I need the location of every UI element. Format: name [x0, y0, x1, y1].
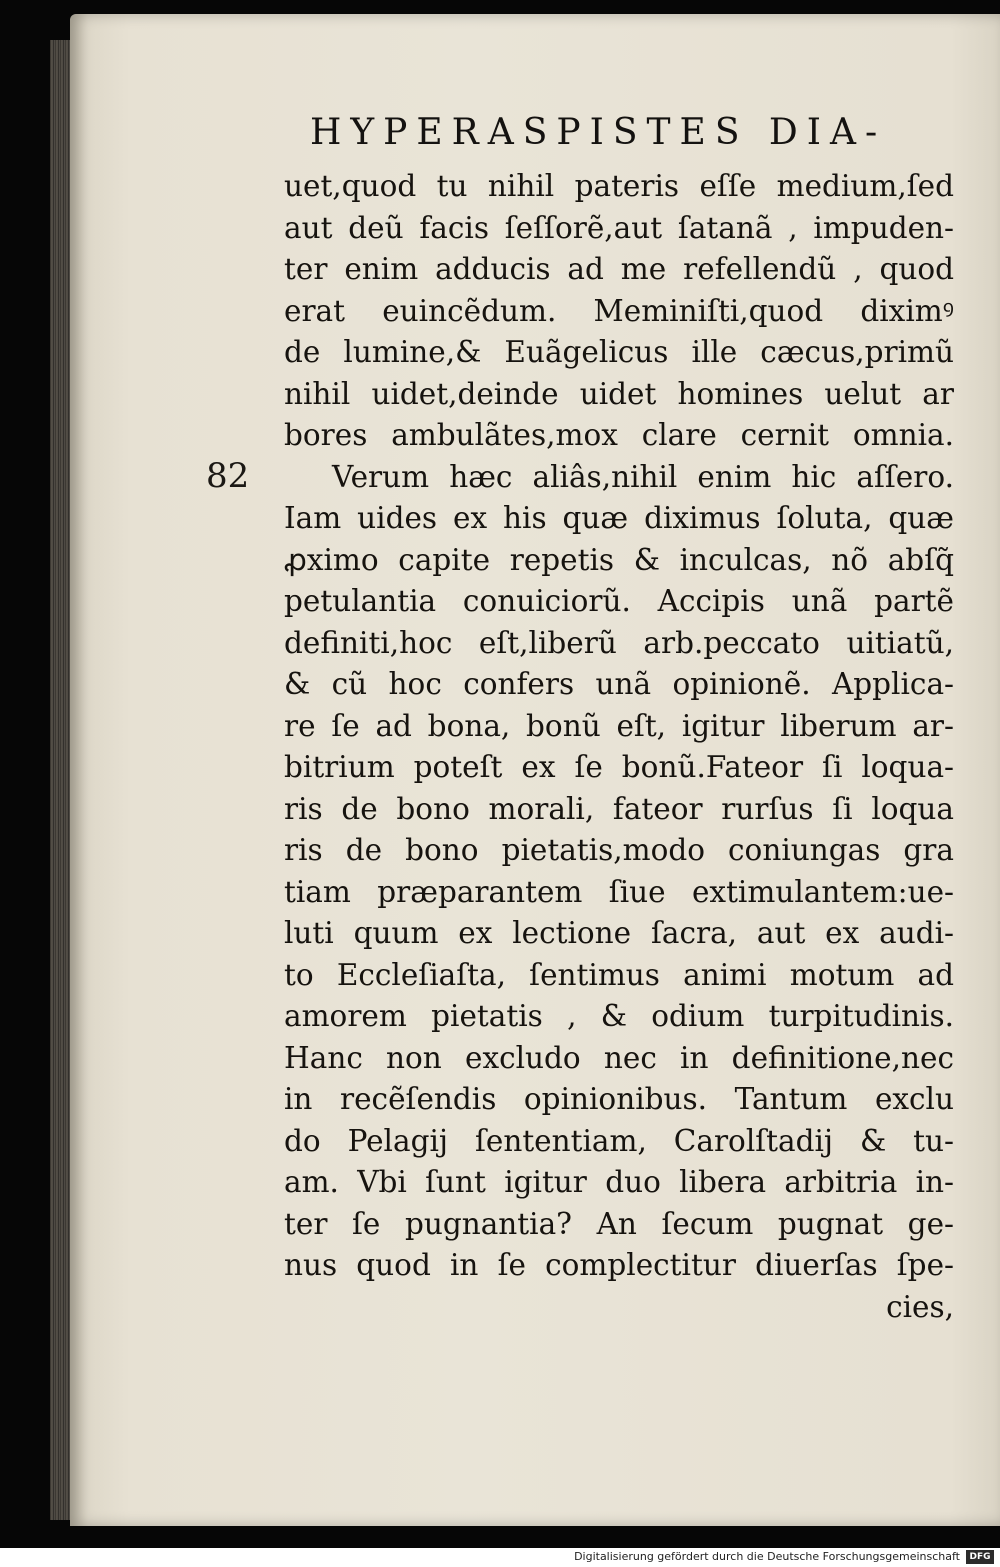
text-line: luti quum ex lectione ſacra, aut ex audi‑ [284, 916, 954, 950]
text-line: de lumine,& Euãgelicus ille cæcus,primũ [284, 335, 954, 369]
text-line: bores ambulãtes,mox clare cernit omnia. [284, 418, 954, 452]
text-line: am. Vbi ſunt igitur duo libera arbitria in‑ [284, 1165, 954, 1199]
text-line: do Pelagij ſententiam, Carolſtadij & tu‑ [284, 1123, 954, 1158]
text-line: & cũ hoc confers unã opinionẽ. Applica‑ [284, 667, 954, 701]
dfg-logo-icon: DFG [966, 1550, 994, 1564]
text-line: tiam præparantem ſiue extimulantem:ue‑ [284, 874, 954, 909]
running-head: HYPERASPISTES DIA‑ [310, 112, 887, 153]
text-line: ris de bono pietatis,modo coniungas gra [284, 833, 954, 867]
text-line: Verum hæc aliâs,nihil enim hic aſſero. [332, 459, 954, 494]
footer-credit: Digitalisierung gefördert durch die Deutsche Forschungsgemeinschaft [574, 1550, 960, 1563]
text-line: nihil uidet,deinde uidet homines uelut ar [284, 376, 954, 411]
text-line: amorem pietatis , & odium turpitudinis. [284, 999, 954, 1033]
text-line: to Eccleſiaſta, ſentimus animi motum ad [284, 957, 954, 992]
text-line: Iam uides ex his quæ diximus ſoluta, quæ [284, 501, 954, 535]
text-line: ris de bono morali, fateor rurſus ſi loqua [284, 791, 954, 826]
text-line: in recẽſendis opinionibus. Tantum exclu [284, 1082, 954, 1116]
text-line: erat euincẽdum. Meminiſti,quod diximꝰ [284, 293, 954, 328]
text-line: ter ſe pugnantia? An ſecum pugnat ge‑ [284, 1206, 954, 1241]
text-line: Hanc non excludo nec in definitione,nec [284, 1040, 954, 1075]
text-line: ter enim adducis ad me refellendũ , quod [284, 252, 954, 286]
text-line: petulantia conuiciorũ. Accipis unã partẽ [284, 584, 954, 618]
margin-number: 82 [206, 456, 250, 496]
text-line: uet,quod tu nihil pateris eſſe medium,ſed [284, 169, 954, 203]
catchword-line: cies, [886, 1289, 954, 1324]
text-line: bitrium poteſt ex ſe bonũ.Fateor ſi loqua‑ [284, 750, 954, 784]
text-line: nus quod in ſe complectitur diuerſas ſpe‑ [284, 1248, 954, 1282]
text-line: re ſe ad bona, bonũ eſt, igitur liberum ar‑ [284, 708, 954, 743]
text-line: definiti,hoc eſt,liberũ arb.peccato uitiatũ, [284, 625, 954, 660]
body-text [284, 166, 954, 1328]
text-line: ꝓximo capite repetis & inculcas, nõ abſq̃ [284, 542, 954, 577]
text-line: aut deũ facis ſeſſorẽ,aut ſatanã , impuden‑ [284, 210, 954, 245]
